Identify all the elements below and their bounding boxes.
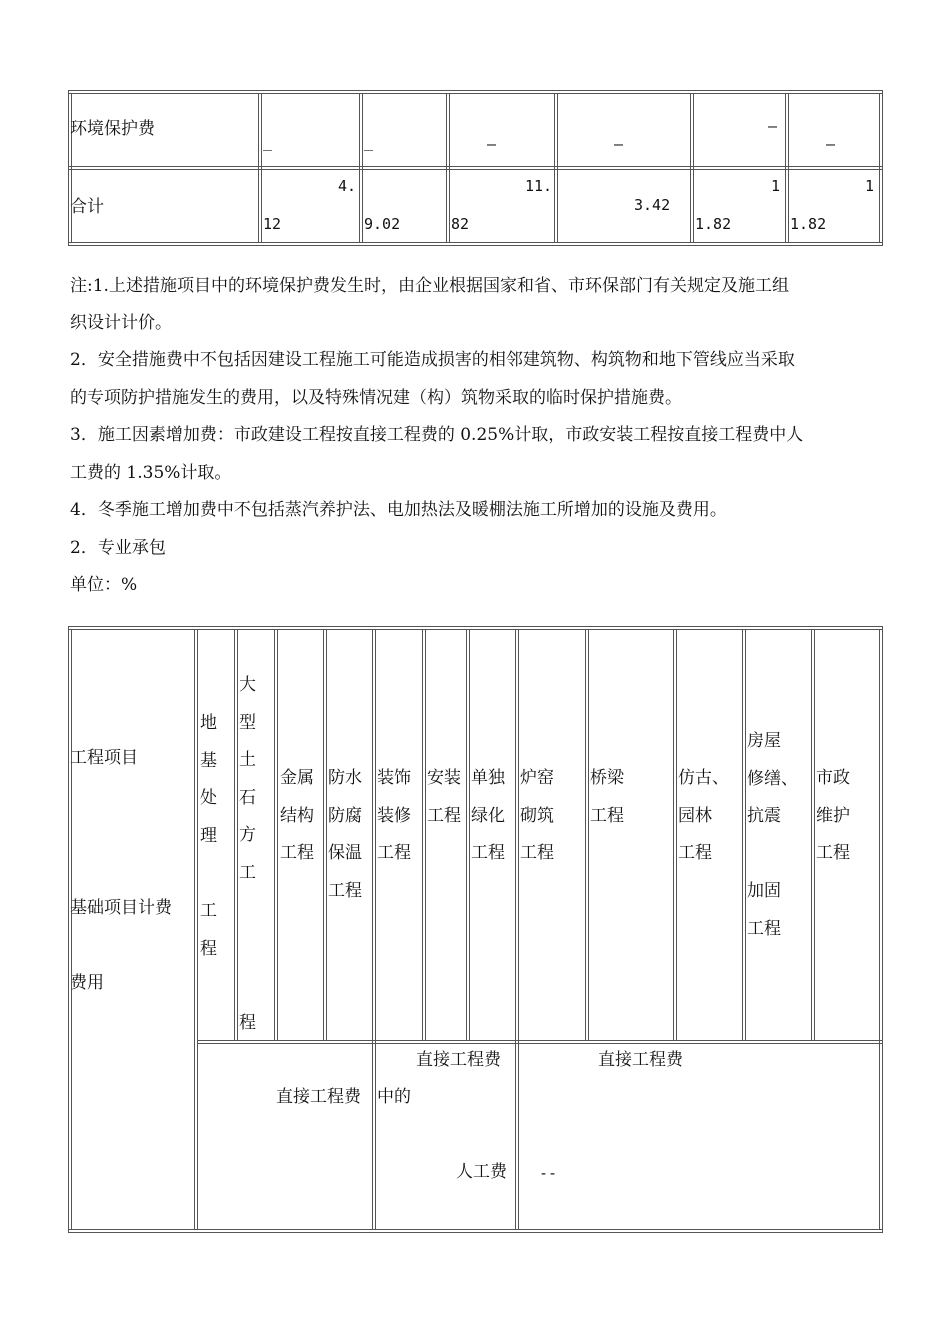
col-metal-structure: 金属 结构 工程 [280, 768, 314, 863]
col-furnace-masonry: 炉窑 砌筑 工程 [520, 768, 554, 863]
col-bridge: 桥梁 工程 [590, 768, 624, 826]
col-repair-reinforce: 房屋 修缮、 抗震 加固 工程 [747, 731, 798, 939]
header-fee: 费用 [70, 973, 104, 993]
note-1-cont: 织设计计价。 [70, 313, 172, 333]
cell-value: _ [364, 133, 374, 151]
cell-value: – [826, 135, 836, 153]
cell-value-top: 4. [338, 177, 357, 195]
note-4: 4．冬季施工增加费中不包括蒸汽养护法、电加热法及暖棚法施工所增加的设施及费用。 [70, 500, 727, 520]
base-direct-cost: 直接工程费 [276, 1087, 361, 1107]
unit-label: 单位：% [70, 575, 138, 595]
base-labor-cost-l2: 中的 [377, 1087, 411, 1107]
cell-value-top: 3.42 [634, 196, 671, 214]
cell-value: – [768, 117, 778, 135]
base-labor-cost-l1: 直接工程费 [416, 1050, 501, 1070]
cell-value-bottom: 12 [263, 215, 282, 233]
base-dash: -- [539, 1164, 558, 1182]
col-decoration: 装饰 装修 工程 [377, 768, 411, 863]
col-foundation-treatment-suffix: 工程 [200, 901, 217, 959]
base-labor-cost-l3: 人工费 [456, 1162, 507, 1182]
col-earthwork-suffix: 程 [239, 1013, 256, 1033]
header-project: 工程项目 [70, 748, 138, 768]
cell-value-bottom: 1.82 [695, 215, 732, 233]
col-antique-garden: 仿古、 园林 工程 [678, 768, 729, 863]
col-earthwork: 大型土石方工 [239, 675, 256, 883]
col-greening: 单独 绿化 工程 [471, 768, 505, 863]
cell-value: _ [263, 133, 273, 151]
base-direct-cost-right: 直接工程费 [598, 1050, 683, 1070]
col-municipal-maintenance: 市政 维护 工程 [816, 768, 850, 863]
section-heading: 2．专业承包 [70, 538, 166, 558]
note-2: 2．安全措施费中不包括因建设工程施工可能造成损害的相邻建筑物、构筑物和地下管线应当采取 [70, 350, 795, 370]
note-3: 3．施工因素增加费：市政建设工程按直接工程费的 0.25%计取，市政安装工程按直接工程费中人 [70, 425, 804, 445]
header-base-item: 基础项目计费 [70, 898, 172, 918]
cell-value-top: 11. [525, 177, 553, 195]
cell-value-top: 1 [865, 177, 875, 195]
row-label-total: 合计 [70, 197, 104, 217]
cell-value-top: 1 [771, 177, 781, 195]
cell-value: – [487, 135, 497, 153]
cell-value: – [614, 135, 624, 153]
note-1: 注:1.上述措施项目中的环境保护费发生时，由企业根据国家和省、市环保部门有关规定及施工组 [70, 276, 789, 296]
cell-value-bottom: 1.82 [790, 215, 827, 233]
cell-value-bottom: 82 [451, 215, 470, 233]
cell-value-bottom: 9.02 [364, 215, 401, 233]
row-label-environment: 环境保护费 [70, 119, 155, 139]
col-installation: 安装 工程 [427, 768, 461, 826]
col-foundation-treatment: 地基处理 [200, 713, 217, 846]
note-3-cont: 工费的 1.35%计取。 [70, 463, 232, 483]
note-2-cont: 的专项防护措施发生的费用，以及特殊情况建（构）筑物采取的临时保护措施费。 [70, 388, 682, 408]
col-waterproof: 防水 防腐 保温 工程 [328, 768, 362, 901]
